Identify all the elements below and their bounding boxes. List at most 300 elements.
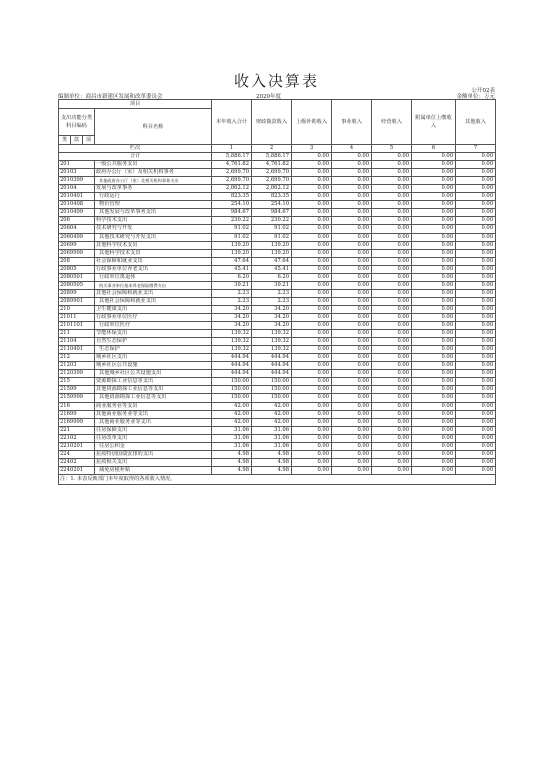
row-name: 物价管理: [95, 201, 212, 209]
row-name: 其他城乡社区公共设施支出: [95, 370, 212, 378]
row-value: 0.00: [412, 410, 456, 418]
row-value: 0.00: [292, 281, 332, 289]
row-value: 0.00: [372, 201, 412, 209]
col-header-other: 其他收入: [456, 100, 496, 145]
row-value: 45.41: [252, 265, 292, 273]
row-value: 2.23: [252, 297, 292, 305]
table-row: [59, 305, 496, 313]
total-cell: 0.00: [372, 153, 412, 161]
row-value: 0.00: [372, 394, 412, 402]
row-code: 20899: [59, 289, 95, 297]
col-header-superior: 上级补助收入: [292, 100, 332, 145]
table-row: [59, 402, 496, 410]
table-row: [59, 338, 496, 346]
row-value: 0.00: [332, 169, 372, 177]
row-name: 政府办公厅（室）及相关机构事务: [95, 169, 212, 177]
row-value: 0.00: [292, 305, 332, 313]
row-code: 210: [59, 305, 95, 313]
row-code: 2159999: [59, 394, 95, 402]
row-value: 0.00: [456, 362, 496, 370]
row-value: 0.00: [292, 338, 332, 346]
table-row: [59, 362, 496, 370]
row-value: 0.00: [456, 265, 496, 273]
row-value: 0.00: [412, 378, 456, 386]
row-value: 0.00: [412, 450, 456, 458]
row-value: 139.20: [212, 241, 252, 249]
row-value: 0.00: [372, 330, 412, 338]
row-value: 0.00: [372, 386, 412, 394]
row-value: 0.00: [372, 161, 412, 169]
table-row: [59, 185, 496, 193]
row-value: 0.00: [292, 297, 332, 305]
row-code: 21599: [59, 386, 95, 394]
row-name: 其他商业服务业等支出: [95, 410, 212, 418]
row-value: 31.06: [212, 442, 252, 450]
row-value: 0.00: [332, 257, 372, 265]
row-value: 2,699.70: [212, 177, 252, 185]
row-value: 0.00: [456, 426, 496, 434]
row-value: 4,761.82: [212, 161, 252, 169]
table-row: [59, 249, 496, 257]
row-value: 0.00: [292, 169, 332, 177]
row-value: 0.00: [372, 257, 412, 265]
row-value: 6.20: [212, 273, 252, 281]
row-value: 0.00: [332, 458, 372, 466]
row-value: 0.00: [456, 386, 496, 394]
row-value: 0.00: [292, 289, 332, 297]
row-value: 0.00: [332, 289, 372, 297]
row-value: 0.00: [292, 386, 332, 394]
row-value: 0.00: [292, 410, 332, 418]
col-num: 2: [252, 145, 292, 153]
row-value: 0.00: [456, 370, 496, 378]
row-value: 0.00: [412, 233, 456, 241]
row-value: 0.00: [412, 185, 456, 193]
row-value: 45.41: [212, 265, 252, 273]
row-value: 0.00: [372, 209, 412, 217]
row-value: 0.00: [332, 241, 372, 249]
row-value: 0.00: [456, 313, 496, 321]
row-code: 2120399: [59, 370, 95, 378]
row-value: 34.20: [212, 305, 252, 313]
row-name: 社会保障和就业支出: [95, 257, 212, 265]
total-cell: 5,886.17: [252, 153, 292, 161]
table-row: [59, 177, 496, 185]
row-value: 0.00: [456, 241, 496, 249]
project-header: 项目: [59, 100, 212, 109]
row-value: 2,062.12: [252, 185, 292, 193]
row-value: 0.00: [332, 338, 372, 346]
row-value: 0.00: [412, 265, 456, 273]
row-value: 0.00: [456, 322, 496, 330]
table-row: [59, 330, 496, 338]
row-value: 4.98: [252, 466, 292, 474]
table-row: [59, 169, 496, 177]
row-value: 4.98: [252, 458, 292, 466]
row-name: 其他资源勘探工业信息等支出: [95, 386, 212, 394]
row-value: 0.00: [412, 466, 456, 474]
row-value: 139.32: [212, 346, 252, 354]
row-value: 0.00: [332, 434, 372, 442]
total-cell: 5,886.17: [212, 153, 252, 161]
table-row: [59, 313, 496, 321]
row-value: 0.00: [372, 442, 412, 450]
row-value: 0.00: [412, 362, 456, 370]
form-number: 公开02表: [471, 88, 495, 94]
row-value: 31.06: [252, 434, 292, 442]
row-value: 0.00: [372, 426, 412, 434]
row-value: 0.00: [456, 249, 496, 257]
row-value: 0.00: [332, 161, 372, 169]
row-name: 科学技术支出: [95, 217, 212, 225]
row-value: 0.00: [456, 201, 496, 209]
row-value: 34.20: [212, 313, 252, 321]
row-value: 0.00: [372, 450, 412, 458]
row-value: 0.00: [332, 442, 372, 450]
row-value: 0.00: [372, 370, 412, 378]
row-name: 行政事业单位医疗: [95, 313, 212, 321]
row-value: 0.00: [332, 346, 372, 354]
row-value: 0.00: [332, 209, 372, 217]
row-value: 0.00: [372, 362, 412, 370]
row-name: 其他科学技术支出: [95, 249, 212, 257]
row-value: 39.21: [252, 281, 292, 289]
row-code: 224: [59, 450, 95, 458]
row-value: 0.00: [456, 434, 496, 442]
row-value: 0.00: [372, 434, 412, 442]
row-name: 抗疫特别国债安排的支出: [95, 450, 212, 458]
row-value: 0.00: [372, 313, 412, 321]
row-code: 215: [59, 378, 95, 386]
row-value: 0.00: [456, 289, 496, 297]
row-value: 444.94: [252, 354, 292, 362]
table-row: [59, 225, 496, 233]
table-row: [59, 273, 496, 281]
col-num: 6: [412, 145, 456, 153]
row-value: 254.10: [212, 201, 252, 209]
table-row: [59, 466, 496, 474]
row-value: 139.20: [212, 249, 252, 257]
row-value: 0.00: [292, 378, 332, 386]
row-value: 0.00: [292, 225, 332, 233]
row-value: 139.32: [212, 330, 252, 338]
col-num: 4: [332, 145, 372, 153]
row-value: 42.00: [252, 402, 292, 410]
row-value: 0.00: [332, 273, 372, 281]
total-cell: 0.00: [332, 153, 372, 161]
row-name: 行政单位医疗: [95, 322, 212, 330]
row-value: 0.00: [332, 370, 372, 378]
row-value: 42.00: [212, 410, 252, 418]
row-value: 0.00: [332, 322, 372, 330]
row-value: 2.23: [212, 297, 252, 305]
row-name: 城乡社区支出: [95, 354, 212, 362]
row-value: 0.00: [456, 169, 496, 177]
row-value: 0.00: [372, 217, 412, 225]
row-value: 0.00: [456, 338, 496, 346]
row-value: 0.00: [412, 297, 456, 305]
table-row: [59, 233, 496, 241]
row-value: 0.00: [332, 394, 372, 402]
row-name: 其他资源勘探工业信息等支出: [95, 394, 212, 402]
row-code: 22102: [59, 434, 95, 442]
total-cell: 0.00: [456, 153, 496, 161]
row-value: 0.00: [372, 338, 412, 346]
row-value: 0.00: [412, 305, 456, 313]
row-value: 0.00: [456, 378, 496, 386]
row-value: 0.00: [456, 394, 496, 402]
row-value: 0.00: [292, 322, 332, 330]
row-value: 0.00: [292, 241, 332, 249]
row-value: 0.00: [456, 458, 496, 466]
row-value: 0.00: [372, 233, 412, 241]
compiling-unit: 编制单位：商昌市新建区发展和改革委员会: [58, 94, 163, 100]
row-name: 抗疫相关支出: [95, 458, 212, 466]
row-value: 444.94: [212, 370, 252, 378]
row-name: 生态保护: [95, 346, 212, 354]
row-value: 0.00: [332, 305, 372, 313]
row-value: 0.00: [412, 169, 456, 177]
row-value: 47.64: [252, 257, 292, 265]
row-value: 0.00: [332, 177, 372, 185]
table-row: [59, 426, 496, 434]
row-value: 39.21: [212, 281, 252, 289]
row-value: 2,699.70: [252, 177, 292, 185]
col-header-total: 本年收入合计: [212, 100, 252, 145]
row-name: 一般公共服务支出: [95, 161, 212, 169]
table-row: [59, 378, 496, 386]
row-value: 0.00: [456, 466, 496, 474]
row-value: 0.00: [412, 370, 456, 378]
row-value: 0.00: [456, 233, 496, 241]
row-name: 机关事业单位基本养老保险缴费支出: [95, 281, 212, 289]
total-cell: 0.00: [292, 153, 332, 161]
table-row: [59, 394, 496, 402]
row-value: 150.00: [212, 378, 252, 386]
row-value: 0.00: [412, 177, 456, 185]
row-value: 0.00: [292, 362, 332, 370]
row-value: 984.67: [252, 209, 292, 217]
row-value: 0.00: [332, 418, 372, 426]
row-value: 0.00: [412, 281, 456, 289]
row-value: 2.23: [212, 289, 252, 297]
row-code: 21203: [59, 362, 95, 370]
row-value: 0.00: [456, 177, 496, 185]
row-value: 0.00: [372, 378, 412, 386]
row-value: 444.94: [212, 362, 252, 370]
table-row: [59, 442, 496, 450]
row-value: 0.00: [332, 362, 372, 370]
row-code: 211: [59, 330, 95, 338]
row-name: 卫生健康支出: [95, 305, 212, 313]
col-header-business: 事业收入: [332, 100, 372, 145]
row-value: 0.00: [332, 249, 372, 257]
row-value: 0.00: [372, 466, 412, 474]
row-name: 城乡社区公共设施: [95, 362, 212, 370]
row-name: 行政单位离退休: [95, 273, 212, 281]
table-row: [59, 418, 496, 426]
revenue-table: [58, 99, 496, 485]
lanci-label: 栏次: [59, 145, 212, 153]
table-row: [59, 241, 496, 249]
row-value: 444.94: [212, 354, 252, 362]
row-value: 0.00: [372, 289, 412, 297]
row-name: 其他商业服务业等支出: [95, 418, 212, 426]
row-value: 823.35: [212, 193, 252, 201]
row-value: 0.00: [372, 297, 412, 305]
row-value: 0.00: [456, 257, 496, 265]
row-name: 行政运行: [95, 193, 212, 201]
row-value: 0.00: [372, 418, 412, 426]
row-name: 其他社会保障和就业支出: [95, 297, 212, 305]
row-value: 2,699.70: [252, 169, 292, 177]
row-name: 其他科学技术支出: [95, 241, 212, 249]
row-value: 0.00: [332, 217, 372, 225]
col-header-fiscal: 财政拨款收入: [252, 100, 292, 145]
row-value: 0.00: [456, 305, 496, 313]
row-value: 230.22: [252, 217, 292, 225]
row-code: 221: [59, 426, 95, 434]
name-header: 科目名称: [95, 109, 212, 145]
row-value: 0.00: [412, 225, 456, 233]
row-value: 42.00: [212, 402, 252, 410]
row-code: 208: [59, 257, 95, 265]
row-name: 行政事业单位养老支出: [95, 265, 212, 273]
row-value: 0.00: [412, 394, 456, 402]
row-value: 0.00: [412, 313, 456, 321]
row-value: 0.00: [372, 322, 412, 330]
row-value: 4.98: [212, 450, 252, 458]
row-value: 230.22: [212, 217, 252, 225]
row-code: 206: [59, 217, 95, 225]
row-code: 2110401: [59, 346, 95, 354]
row-code: 20103: [59, 169, 95, 177]
row-value: 0.00: [412, 330, 456, 338]
xiang-header: 项: [83, 136, 95, 145]
row-value: 0.00: [456, 193, 496, 201]
row-value: 0.00: [456, 346, 496, 354]
row-value: 139.32: [252, 338, 292, 346]
row-code: 21104: [59, 338, 95, 346]
row-value: 0.00: [456, 209, 496, 217]
row-value: 0.00: [456, 330, 496, 338]
table-row: [59, 450, 496, 458]
row-value: 0.00: [372, 169, 412, 177]
row-value: 139.20: [252, 249, 292, 257]
row-value: 4,761.82: [252, 161, 292, 169]
table-row: [59, 265, 496, 273]
row-value: 31.06: [252, 426, 292, 434]
fiscal-year: 2020年度: [256, 94, 281, 100]
row-value: 0.00: [332, 281, 372, 289]
row-value: 0.00: [292, 185, 332, 193]
row-code: 20805: [59, 265, 95, 273]
row-code: 2010408: [59, 201, 95, 209]
table-row: [59, 322, 496, 330]
row-code: 212: [59, 354, 95, 362]
row-value: 0.00: [292, 466, 332, 474]
row-value: 6.20: [252, 273, 292, 281]
row-value: 823.35: [252, 193, 292, 201]
row-value: 34.20: [252, 313, 292, 321]
row-value: 444.94: [252, 362, 292, 370]
row-value: 0.00: [292, 354, 332, 362]
row-value: 0.00: [292, 450, 332, 458]
row-name: 其他社会保障和就业支出: [95, 289, 212, 297]
row-value: 0.00: [332, 185, 372, 193]
row-name: 节能环保支出: [95, 330, 212, 338]
row-code: 2010399: [59, 177, 95, 185]
row-value: 0.00: [412, 249, 456, 257]
row-value: 0.00: [412, 354, 456, 362]
row-value: 150.00: [252, 378, 292, 386]
table-row: [59, 354, 496, 362]
row-value: 0.00: [412, 322, 456, 330]
row-value: 0.00: [412, 289, 456, 297]
row-value: 0.00: [456, 297, 496, 305]
row-value: 150.00: [212, 394, 252, 402]
row-value: 34.20: [252, 322, 292, 330]
row-value: 0.00: [332, 466, 372, 474]
row-value: 0.00: [332, 402, 372, 410]
row-value: 0.00: [292, 418, 332, 426]
row-code: 2080505: [59, 281, 95, 289]
table-body: [59, 161, 496, 475]
row-value: 0.00: [332, 450, 372, 458]
row-value: 0.00: [332, 193, 372, 201]
row-name: 资源勘探工业信息等支出: [95, 378, 212, 386]
row-value: 0.00: [372, 241, 412, 249]
row-value: 139.32: [212, 338, 252, 346]
row-value: 0.00: [292, 346, 332, 354]
row-value: 0.00: [372, 281, 412, 289]
row-value: 0.00: [372, 346, 412, 354]
row-value: 34.20: [212, 322, 252, 330]
row-value: 2,699.70: [212, 169, 252, 177]
row-value: 31.06: [252, 442, 292, 450]
table-note: 注：1. 本表反映部门本年度取得的各项收入情况。: [59, 474, 496, 484]
row-value: 2.23: [252, 289, 292, 297]
row-value: 0.00: [332, 313, 372, 321]
row-value: 0.00: [372, 225, 412, 233]
table-row: [59, 161, 496, 169]
row-code: 20604: [59, 225, 95, 233]
row-value: 0.00: [456, 217, 496, 225]
row-name: 住房保障支出: [95, 426, 212, 434]
row-value: 0.00: [332, 354, 372, 362]
row-value: 42.00: [212, 418, 252, 426]
row-value: 0.00: [412, 458, 456, 466]
row-code: 2060499: [59, 233, 95, 241]
row-value: 0.00: [292, 209, 332, 217]
row-value: 0.00: [412, 201, 456, 209]
row-value: 0.00: [412, 434, 456, 442]
row-code: 2240201: [59, 466, 95, 474]
row-value: 0.00: [372, 410, 412, 418]
row-value: 4.98: [252, 450, 292, 458]
row-value: 31.06: [212, 434, 252, 442]
row-value: 0.00: [372, 305, 412, 313]
row-value: 0.00: [456, 354, 496, 362]
table-row: [59, 386, 496, 394]
table-row: [59, 410, 496, 418]
row-value: 0.00: [412, 161, 456, 169]
row-value: 0.00: [372, 273, 412, 281]
row-value: 254.10: [252, 201, 292, 209]
row-code: 22402: [59, 458, 95, 466]
row-value: 0.00: [456, 273, 496, 281]
row-value: 0.00: [292, 394, 332, 402]
